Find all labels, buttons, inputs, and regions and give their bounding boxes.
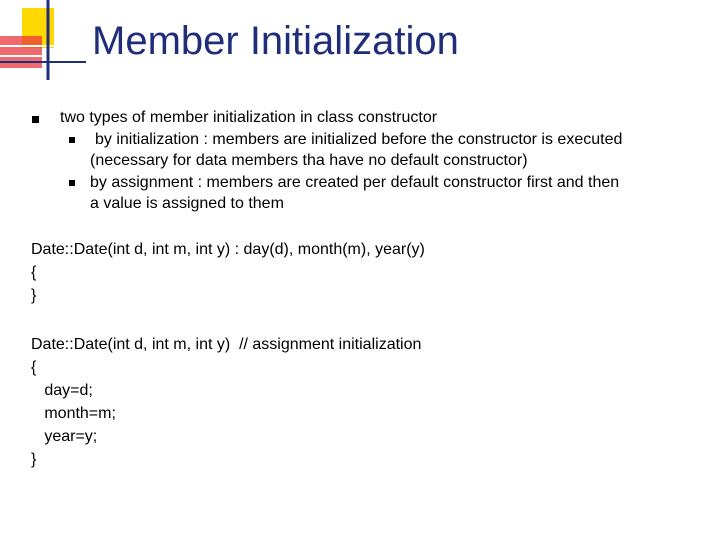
sub-bullet-marker [69, 180, 75, 186]
deco-red-block [0, 36, 42, 68]
bullet-main-text: two types of member initialization in class constructor [60, 109, 438, 126]
code-line: month=m; [31, 405, 116, 422]
bullet-marker [32, 116, 39, 123]
code-line: year=y; [31, 428, 98, 445]
decorative-corner-graphic [0, 0, 90, 80]
sub-bullet-2-line-1: by assignment : members are created per default constructor first and then [90, 174, 620, 191]
sub-bullet-marker [69, 137, 75, 143]
code-line: Date::Date(int d, int m, int y) // assignment initialization [31, 336, 422, 353]
sub-bullet-1-line-1: by initialization : members are initialized before the constructor is executed [95, 131, 623, 148]
slide-title: Member Initialization [92, 19, 459, 63]
code-line: } [31, 451, 37, 468]
code-line: } [31, 287, 37, 304]
code-line: { [31, 264, 37, 281]
sub-bullet-1-line-2: (necessary for data members tha have no default constructor) [90, 152, 528, 169]
code-line: day=d; [31, 382, 93, 399]
code-line: { [31, 359, 37, 376]
code-line: Date::Date(int d, int m, int y) : day(d), month(m), year(y) [31, 241, 425, 258]
sub-bullet-2-line-2: a value is assigned to them [90, 195, 284, 212]
